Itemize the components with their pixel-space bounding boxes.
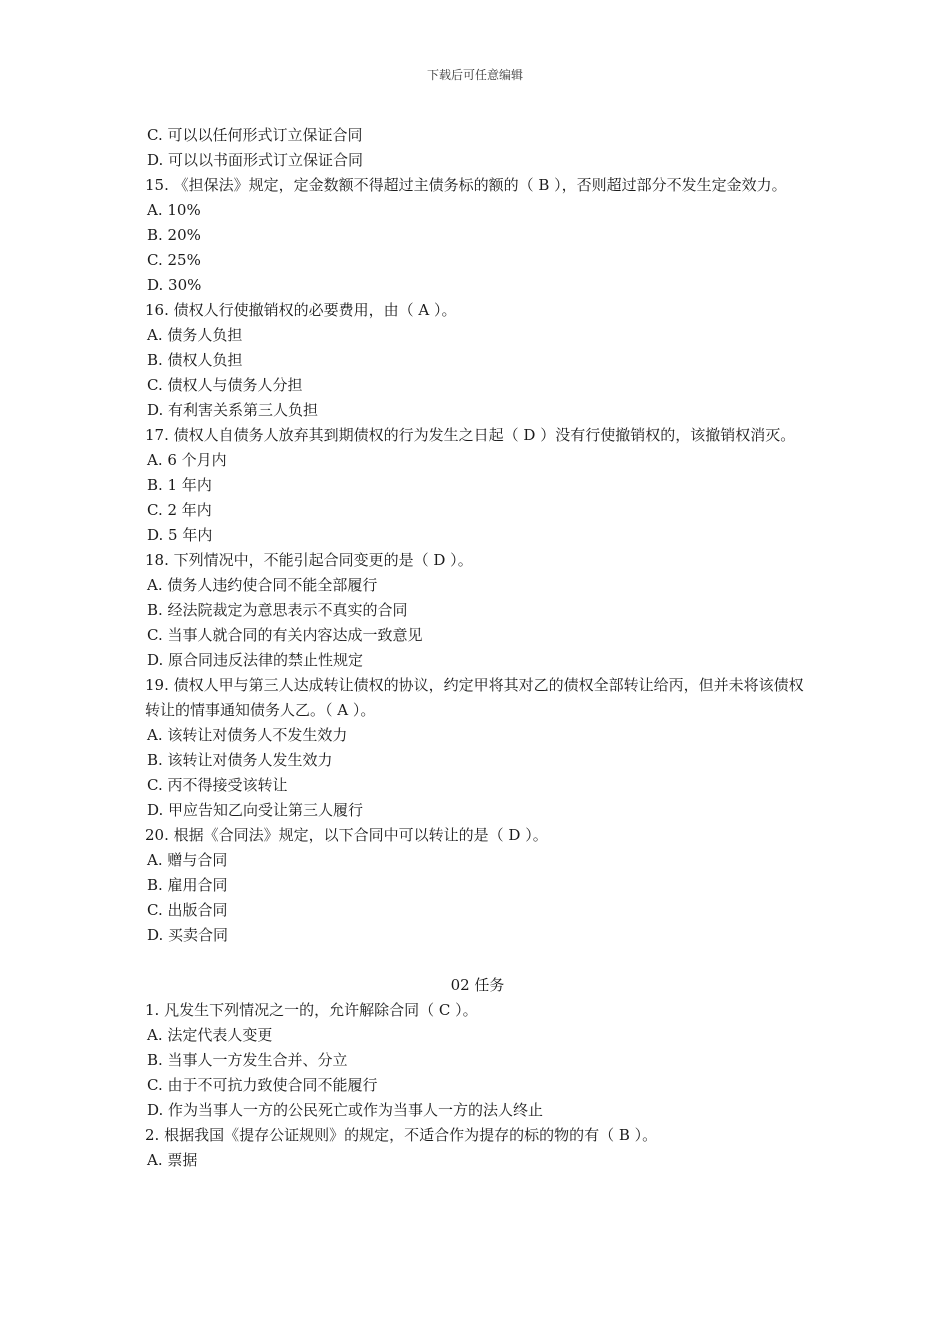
answer-option: C. 当事人就合同的有关内容达成一致意见 (147, 626, 423, 644)
question-text: 1. 凡发生下列情况之一的，允许解除合同（ C ）。 (145, 1001, 478, 1019)
answer-option: C. 2 年内 (147, 501, 212, 519)
question-text: 19. 债权人甲与第三人达成转让债权的协议，约定甲将其对乙的债权全部转让给丙，但并未将该债权转让的情事通知债务人乙。（ A ）。 (145, 676, 804, 719)
answer-option: C. 出版合同 (147, 901, 228, 919)
answer-option: C. 25% (147, 251, 201, 269)
answer-option: B. 该转让对债务人发生效力 (147, 751, 333, 769)
question-text: 20. 根据《合同法》规定，以下合同中可以转让的是（ D ）。 (145, 826, 548, 844)
question-text: 15. 《担保法》规定，定金数额不得超过主债务标的额的（ B ），否则超过部分不发生定金效力。 (145, 176, 787, 194)
answer-option: A. 债务人违约使合同不能全部履行 (147, 576, 378, 594)
answer-option: B. 当事人一方发生合并、分立 (147, 1051, 348, 1069)
question-section-1 (145, 123, 810, 948)
answer-option: D. 甲应告知乙向受让第三人履行 (147, 801, 364, 819)
answer-option: D. 作为当事人一方的公民死亡或作为当事人一方的法人终止 (147, 1101, 544, 1119)
page-header: 下载后可任意编辑 (426, 68, 523, 82)
answer-option: D. 5 年内 (147, 526, 213, 544)
answer-option: A. 债务人负担 (147, 326, 243, 344)
answer-option: C. 债权人与债务人分担 (147, 376, 303, 394)
answer-option: B. 雇用合同 (147, 876, 228, 894)
answer-option: A. 6 个月内 (147, 451, 227, 469)
question-section-2 (145, 998, 810, 1173)
answer-option: C. 由于不可抗力致使合同不能履行 (147, 1076, 378, 1094)
answer-option: A. 票据 (147, 1151, 198, 1169)
answer-option: A. 该转让对债务人不发生效力 (147, 726, 348, 744)
section-title: 02 任务 (450, 976, 505, 994)
answer-option: D. 有利害关系第三人负担 (147, 401, 319, 419)
question-text: 2. 根据我国《提存公证规则》的规定，不适合作为提存的标的物的有（ B ）。 (145, 1126, 658, 1144)
answer-option: D. 原合同违反法律的禁止性规定 (147, 651, 364, 669)
question-text: 18. 下列情况中，不能引起合同变更的是（ D ）。 (145, 551, 473, 569)
answer-option: A. 法定代表人变更 (147, 1026, 273, 1044)
section-spacer (145, 948, 810, 973)
question-text: 17. 债权人自债务人放弃其到期债权的行为发生之日起（ D ）没有行使撤销权的，该撤销权消灭。 (145, 426, 796, 444)
answer-option: B. 经法院裁定为意思表示不真实的合同 (147, 601, 408, 619)
question-text: 16. 债权人行使撤销权的必要费用，由（ A ）。 (145, 301, 457, 319)
answer-option: B. 20% (147, 226, 201, 244)
document-body (145, 123, 810, 1173)
answer-option: A. 赠与合同 (147, 851, 228, 869)
answer-option: A. 10% (147, 201, 201, 219)
answer-option: D. 买卖合同 (147, 926, 229, 944)
answer-option: C. 丙不得接受该转让 (147, 776, 288, 794)
answer-option: B. 1 年内 (147, 476, 212, 494)
answer-option: B. 债权人负担 (147, 351, 243, 369)
answer-option: D. 30% (147, 276, 202, 294)
answer-option: D. 可以以书面形式订立保证合同 (147, 151, 364, 169)
answer-option: C. 可以以任何形式订立保证合同 (147, 126, 363, 144)
